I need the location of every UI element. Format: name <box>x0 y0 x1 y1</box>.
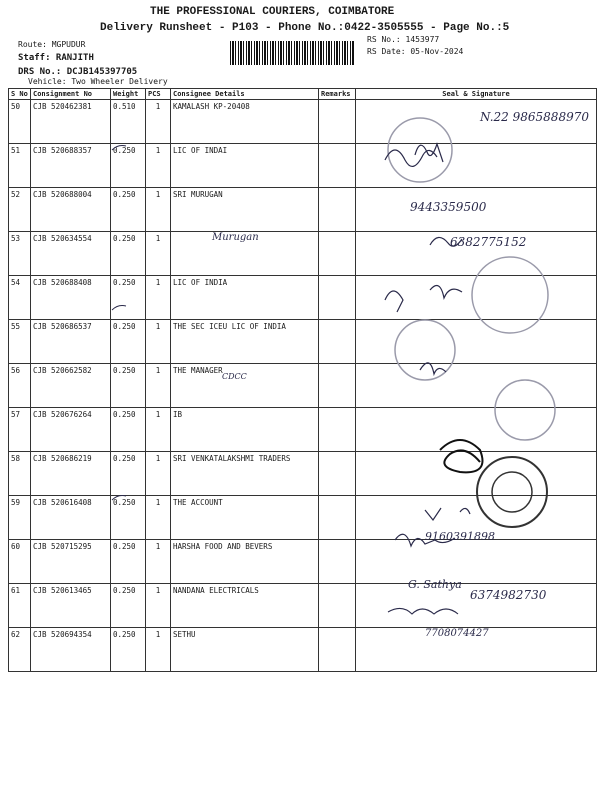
row-sno: 60 <box>9 540 31 584</box>
row-sno: 61 <box>9 584 31 628</box>
row-remarks <box>319 320 356 364</box>
table-row <box>9 540 597 584</box>
row-weight: 0.250 <box>111 232 146 276</box>
document-title: THE PROFESSIONAL COURIERS, COIMBATORE <box>150 6 395 18</box>
row-sno: 51 <box>9 144 31 188</box>
header-signature: Seal & Signature <box>356 89 597 100</box>
row-sno: 57 <box>9 408 31 452</box>
row-pcs: 1 <box>146 408 171 452</box>
handwritten-phone-60: 9160391898 <box>425 530 495 543</box>
drs-number: DRS No.: DCJB145397705 <box>18 67 138 77</box>
route-label: Route: MGPUDUR <box>18 40 86 49</box>
table-row <box>9 320 597 364</box>
row-consignment: CJB 520715295 <box>31 540 111 584</box>
row-remarks <box>319 628 356 672</box>
row-signature <box>356 408 597 452</box>
row-consignment: CJB 520676264 <box>31 408 111 452</box>
handwritten-phone-52: 9443359500 <box>410 200 487 214</box>
row-details: KAMALASH KP-20408 <box>171 100 319 144</box>
row-remarks <box>319 584 356 628</box>
row-pcs: 1 <box>146 496 171 540</box>
table-row <box>9 188 597 232</box>
row-remarks <box>319 144 356 188</box>
row-details: SRI MURUGAN <box>171 188 319 232</box>
header-details: Consignee Details <box>171 89 319 100</box>
row-details: NANDANA ELECTRICALS <box>171 584 319 628</box>
row-signature <box>356 364 597 408</box>
table-row <box>9 364 597 408</box>
row-weight: 0.250 <box>111 628 146 672</box>
row-details: THE ACCOUNT <box>171 496 319 540</box>
row-remarks <box>319 408 356 452</box>
table-row <box>9 496 597 540</box>
row-details: HARSHA FOOD AND BEVERS <box>171 540 319 584</box>
row-details: SRI VENKATALAKSHMI TRADERS <box>171 452 319 496</box>
row-sno: 54 <box>9 276 31 320</box>
row-sno: 56 <box>9 364 31 408</box>
row-consignment: CJB 520616408 <box>31 496 111 540</box>
handwritten-sathya: G. Sathya <box>408 578 462 591</box>
row-pcs: 1 <box>146 320 171 364</box>
row-signature <box>356 276 597 320</box>
header-weight: Weight <box>111 89 146 100</box>
handwritten-murugan: Murugan <box>212 232 259 243</box>
rs-date: RS Date: 05-Nov-2024 <box>367 47 464 56</box>
row-remarks <box>319 540 356 584</box>
row-consignment: CJB 520688004 <box>31 188 111 232</box>
vehicle-label: Vehicle: Two Wheeler Delivery <box>28 77 168 86</box>
runsheet-subtitle: Delivery Runsheet - P103 - Phone No.:0422-3505555 - Page No.:5 <box>100 22 510 34</box>
row-pcs: 1 <box>146 540 171 584</box>
rs-number: RS No.: 1453977 <box>367 35 440 44</box>
row-consignment: CJB 520686219 <box>31 452 111 496</box>
row-consignment: CJB 520613465 <box>31 584 111 628</box>
row-consignment: CJB 520694354 <box>31 628 111 672</box>
row-pcs: 1 <box>146 144 171 188</box>
row-weight: 0.250 <box>111 364 146 408</box>
handwritten-phone-53: 6382775152 <box>450 235 527 249</box>
table-row <box>9 628 597 672</box>
row-weight: 0.250 <box>111 496 146 540</box>
row-sno: 62 <box>9 628 31 672</box>
row-details: SETHU <box>171 628 319 672</box>
row-weight: 0.250 <box>111 452 146 496</box>
handwritten-phone-61: 6374982730 <box>470 588 547 602</box>
row-signature <box>356 540 597 584</box>
table-row <box>9 408 597 452</box>
staff-label: Staff: RANJITH <box>18 53 94 63</box>
row-sno: 53 <box>9 232 31 276</box>
row-consignment: CJB 520688408 <box>31 276 111 320</box>
row-pcs: 1 <box>146 276 171 320</box>
row-pcs: 1 <box>146 100 171 144</box>
row-weight: 0.250 <box>111 144 146 188</box>
row-signature <box>356 452 597 496</box>
row-consignment: CJB 520686537 <box>31 320 111 364</box>
row-pcs: 1 <box>146 452 171 496</box>
row-sno: 52 <box>9 188 31 232</box>
header-remarks: Remarks <box>319 89 356 100</box>
row-sno: 59 <box>9 496 31 540</box>
row-sno: 50 <box>9 100 31 144</box>
row-signature <box>356 320 597 364</box>
row-sno: 58 <box>9 452 31 496</box>
row-details: THE MANAGER <box>171 364 319 408</box>
runsheet-table <box>8 88 597 672</box>
header-consignment: Consignment No <box>31 89 111 100</box>
row-weight: 0.250 <box>111 188 146 232</box>
table-row <box>9 144 597 188</box>
row-weight: 0.250 <box>111 408 146 452</box>
row-details: LIC OF INDIA <box>171 276 319 320</box>
table-row <box>9 452 597 496</box>
row-consignment: CJB 520462381 <box>31 100 111 144</box>
header-sno: S No <box>9 89 31 100</box>
row-pcs: 1 <box>146 232 171 276</box>
row-signature <box>356 144 597 188</box>
row-consignment: CJB 520634554 <box>31 232 111 276</box>
row-details: THE SEC ICEU LIC OF INDIA <box>171 320 319 364</box>
row-details: LIC OF INDAI <box>171 144 319 188</box>
row-remarks <box>319 452 356 496</box>
handwritten-phone-50: N.22 9865888970 <box>480 110 589 124</box>
row-pcs: 1 <box>146 364 171 408</box>
row-pcs: 1 <box>146 584 171 628</box>
row-remarks <box>319 364 356 408</box>
row-pcs: 1 <box>146 188 171 232</box>
handwritten-phone-62: 7708074427 <box>425 628 489 639</box>
table-header-row <box>9 89 597 100</box>
row-pcs: 1 <box>146 628 171 672</box>
row-remarks <box>319 188 356 232</box>
row-sno: 55 <box>9 320 31 364</box>
handwritten-cdcc: CDCC <box>222 372 247 381</box>
row-weight: 0.250 <box>111 276 146 320</box>
row-remarks <box>319 100 356 144</box>
row-weight: 0.510 <box>111 100 146 144</box>
row-remarks <box>319 276 356 320</box>
row-weight: 0.250 <box>111 540 146 584</box>
row-details: IB <box>171 408 319 452</box>
barcode <box>230 41 355 65</box>
row-consignment: CJB 520688357 <box>31 144 111 188</box>
row-remarks <box>319 496 356 540</box>
row-remarks <box>319 232 356 276</box>
row-weight: 0.250 <box>111 320 146 364</box>
row-consignment: CJB 520662582 <box>31 364 111 408</box>
table-row <box>9 276 597 320</box>
header-pcs: PCS <box>146 89 171 100</box>
row-weight: 0.250 <box>111 584 146 628</box>
